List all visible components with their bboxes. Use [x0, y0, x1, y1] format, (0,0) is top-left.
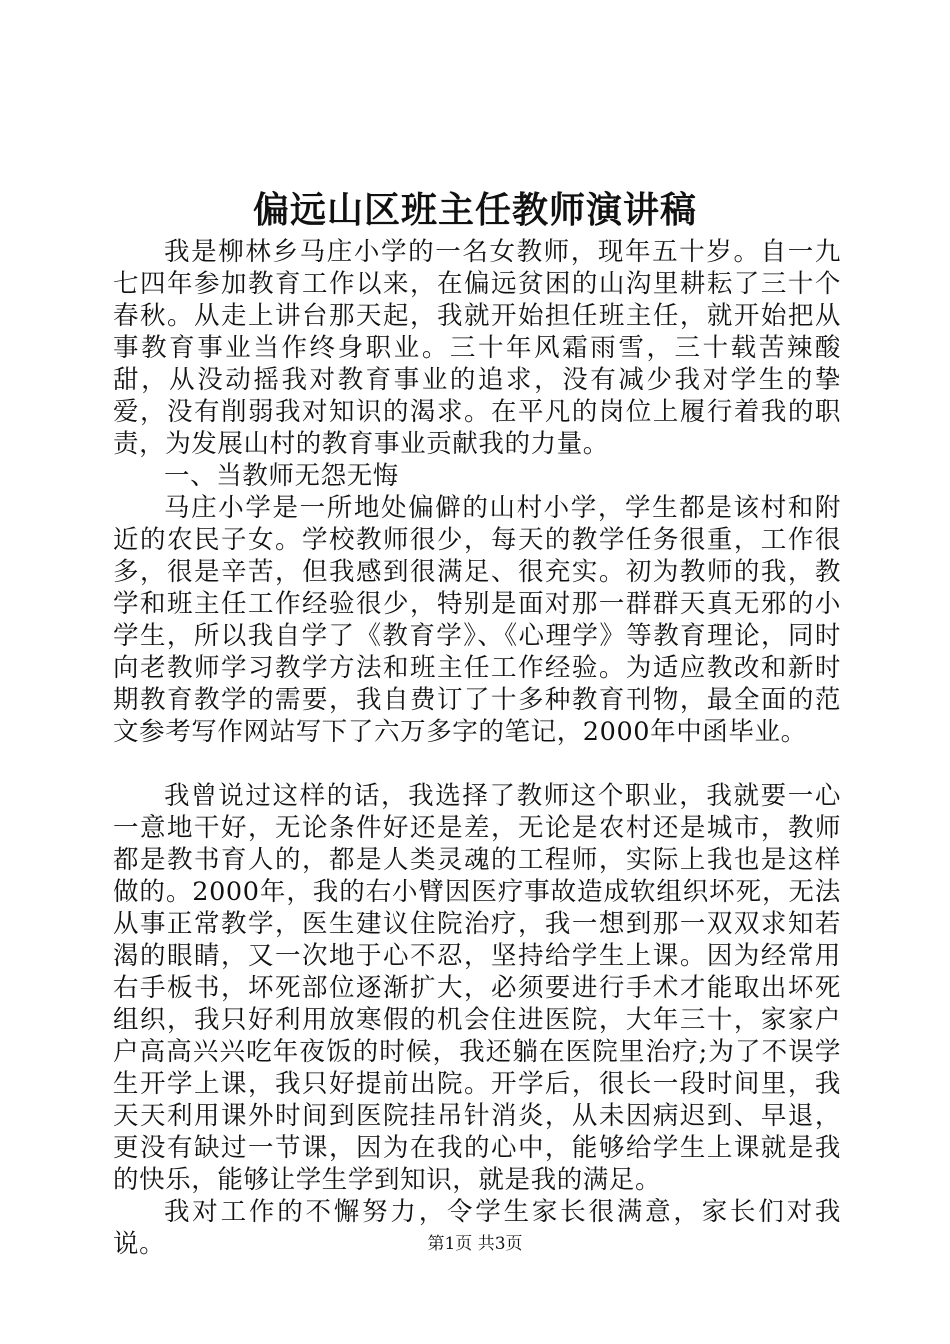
paragraph-spacer — [113, 748, 841, 780]
paragraph-dedication: 我曾说过这样的话，我选择了教师这个职业，我就要一心一意地干好，无论条件好还是差，无论是农村还是城市，教师都是教书育人的，都是人类灵魂的工程师，实际上我也是这样做的。2000年，我的右小臂因医疗事故造成软组织坏死，无法从事正常教学，医生建议住院治疗，我一想到那一双双求知若渴的眼睛，又一次地于心不忍，坚持给学生上课。因为经常用右手板书，坏死部位逐渐扩大，必须要进行手术才能取出坏死组织，我只好利用放寒假的机会住进医院，大年三十，家家户户高高兴兴吃年夜饭的时候，我还躺在医院里治疗;为了不误学生开学上课，我只好提前出院。开学后，很长一段时间里，我天天利用课外时间到医院挂吊针消炎，从未因病迟到、早退，更没有缺过一节课，因为在我的心中，能够给学生上课就是我的快乐，能够让学生学到知识，就是我的满足。 — [113, 781, 841, 1195]
paragraph-school: 马庄小学是一所地处偏僻的山村小学，学生都是该村和附近的农民子女。学校教师很少，每天的教学任务很重，工作很多，很是辛苦，但我感到很满足、很充实。初为教师的我，教学和班主任工作经验很少，特别是面对那一群群天真无邪的小学生，所以我自学了《教育学》、《心理学》等教育理论，同时向老教师学习教学方法和班主任工作经验。为适应教改和新时期教育教学的需要，我自费订了十多种教育刊物，最全面的范文参考写作网站写下了六万多字的笔记，2000年中函毕业。 — [113, 493, 841, 747]
document-title: 偏远山区班主任教师演讲稿 — [252, 189, 697, 231]
paragraph-parents: 我对工作的不懈努力，令学生家长很满意，家长们对我说。 — [113, 1197, 841, 1259]
section-heading-1: 一、当教师无怨无悔 — [164, 461, 399, 491]
page-footer: 第1页 共3页 — [427, 1234, 523, 1254]
document-body — [113, 236, 841, 1260]
paragraph-intro: 我是柳林乡马庄小学的一名女教师，现年五十岁。自一九七四年参加教育工作以来，在偏远贫困的山沟里耕耘了三十个春秋。从走上讲台那天起，我就开始担任班主任，就开始把从事教育事业当作终身职业。三十年风霜雨雪，三十载苦辣酸甜，从没动摇我对教育事业的追求，没有减少我对学生的挚爱，没有削弱我对知识的渴求。在平凡的岗位上履行着我的职责，为发展山村的教育事业贡献我的力量。 — [113, 237, 841, 459]
